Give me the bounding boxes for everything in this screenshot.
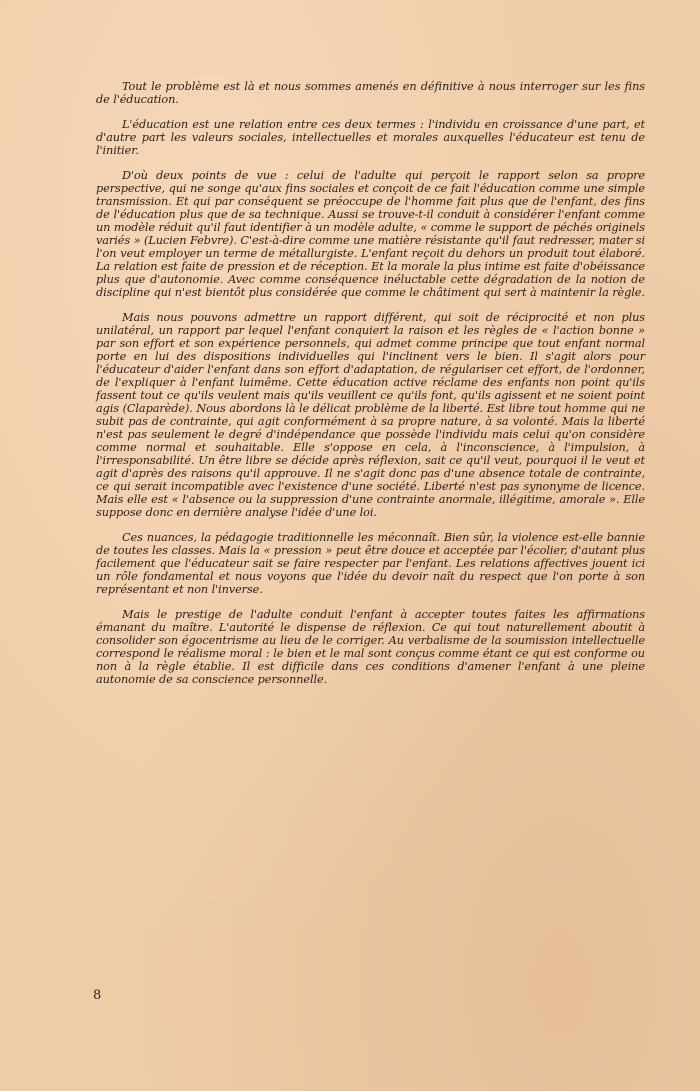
paragraph-6: Mais le prestige de l'adulte conduit l'enfant à accepter toutes faites les affirmations émanant du maître. L'autorité le dispense de réflexion. Ce qui tout naturellement aboutit à consolider son égocentrisme au lieu de le corriger. Au verbalisme de la soumission intellectuelle correspond le réalisme moral : le bien et le mal sont conçus comme étant ce qui est conforme ou non à la règle établie. Il est difficile dans ces conditions d'amener l'enfant à une pleine autonomie de sa conscience personnelle. xyxy=(96,608,645,686)
paragraph-5: Ces nuances, la pédagogie traditionnelle les méconnaît. Bien sûr, la violence est-elle bannie de toutes les classes. Mais la « pression » peut être douce et acceptée par l'écolier, d'autant plus facilement que l'éducateur sait se faire respecter par l'enfant. Les relations affectives jouent ici un rôle fondamental et nous voyons que l'idée du devoir naît du respect que l'on porte à son représentant et non l'inverse. xyxy=(96,531,645,596)
page-number: 8 xyxy=(93,988,102,1003)
body-text xyxy=(96,80,645,698)
paragraph-3: D'où deux points de vue : celui de l'adulte qui perçoit le rapport selon sa propre perspective, qui ne songe qu'aux fins sociales et conçoit de ce fait l'éducation comme une simple transmission. Et qui par conséquent se préoccupe de l'homme fait plus que de l'enfant, des fins de l'éducation plus que de sa technique. Aussi se trouve-t-il conduit à considérer l'enfant comme un modèle réduit qu'il faut identifier à un modèle adulte, « comme le support de péchés originels variés » (Lucien Febvre). C'est-à-dire comme une matière résistante qu'il faut redresser, mater si l'on veut employer un terme de métallurgiste. L'enfant reçoit du dehors un produit tout élaboré. La relation est faite de pression et de réception. Et la morale la plus intime est faite d'obéissance plus que d'autonomie. Avec comme conséquence inéluctable cette dégradation de la notion de discipline qui n'est bientôt plus considérée que comme le châtiment qui sert à maintenir la règle. xyxy=(96,169,645,299)
paragraph-2: L'éducation est une relation entre ces deux termes : l'individu en croissance d'une part, et d'autre part les valeurs sociales, intellectuelles et morales auxquelles l'éducateur est tenu de l'initier. xyxy=(96,118,645,157)
paragraph-1: Tout le problème est là et nous sommes amenés en définitive à nous interroger sur les fins de l'éducation. xyxy=(96,80,645,106)
paragraph-4: Mais nous pouvons admettre un rapport différent, qui soit de réciprocité et non plus unilatéral, un rapport par lequel l'enfant conquiert la raison et les règles de « l'action bonne » par son effort et son expérience personnels, qui admet comme principe que tout enfant normal porte en lui des dispositions individuelles qui l'inclinent vers le bien. Il s'agit alors pour l'éducateur d'aider l'enfant dans son effort d'adaptation, de régulariser cet effort, de l'ordonner, de l'expliquer à l'enfant luimême. Cette éducation active réclame des enfants non point qu'ils fassent tout ce qu'ils veulent mais qu'ils veuillent ce qu'ils font, qu'ils agissent et ne soient point agis (Claparède). Nous abordons là le délicat problème de la liberté. Est libre tout homme qui ne subit pas de contrainte, qui agit conformément à sa propre nature, à sa volonté. Mais la liberté n'est pas seulement le degré d'indépendance que possède l'individu mais celui qu'on considère comme normal et souhaitable. Elle s'oppose en cela, à l'inconscience, à l'impulsion, à l'irresponsabilité. Un être libre se décide après réflexion, sait ce qu'il veut, pourquoi il le veut et agit d'après des raisons qu'il approuve. Il ne s'agit donc pas d'une absence totale de contrainte, ce qui serait incompatible avec l'existence d'une société. Liberté n'est pas synonyme de licence. Mais elle est « l'absence ou la suppression d'une contrainte anormale, illégitime, amorale ». Elle suppose donc en dernière analyse l'idée d'une loi. xyxy=(96,311,645,519)
